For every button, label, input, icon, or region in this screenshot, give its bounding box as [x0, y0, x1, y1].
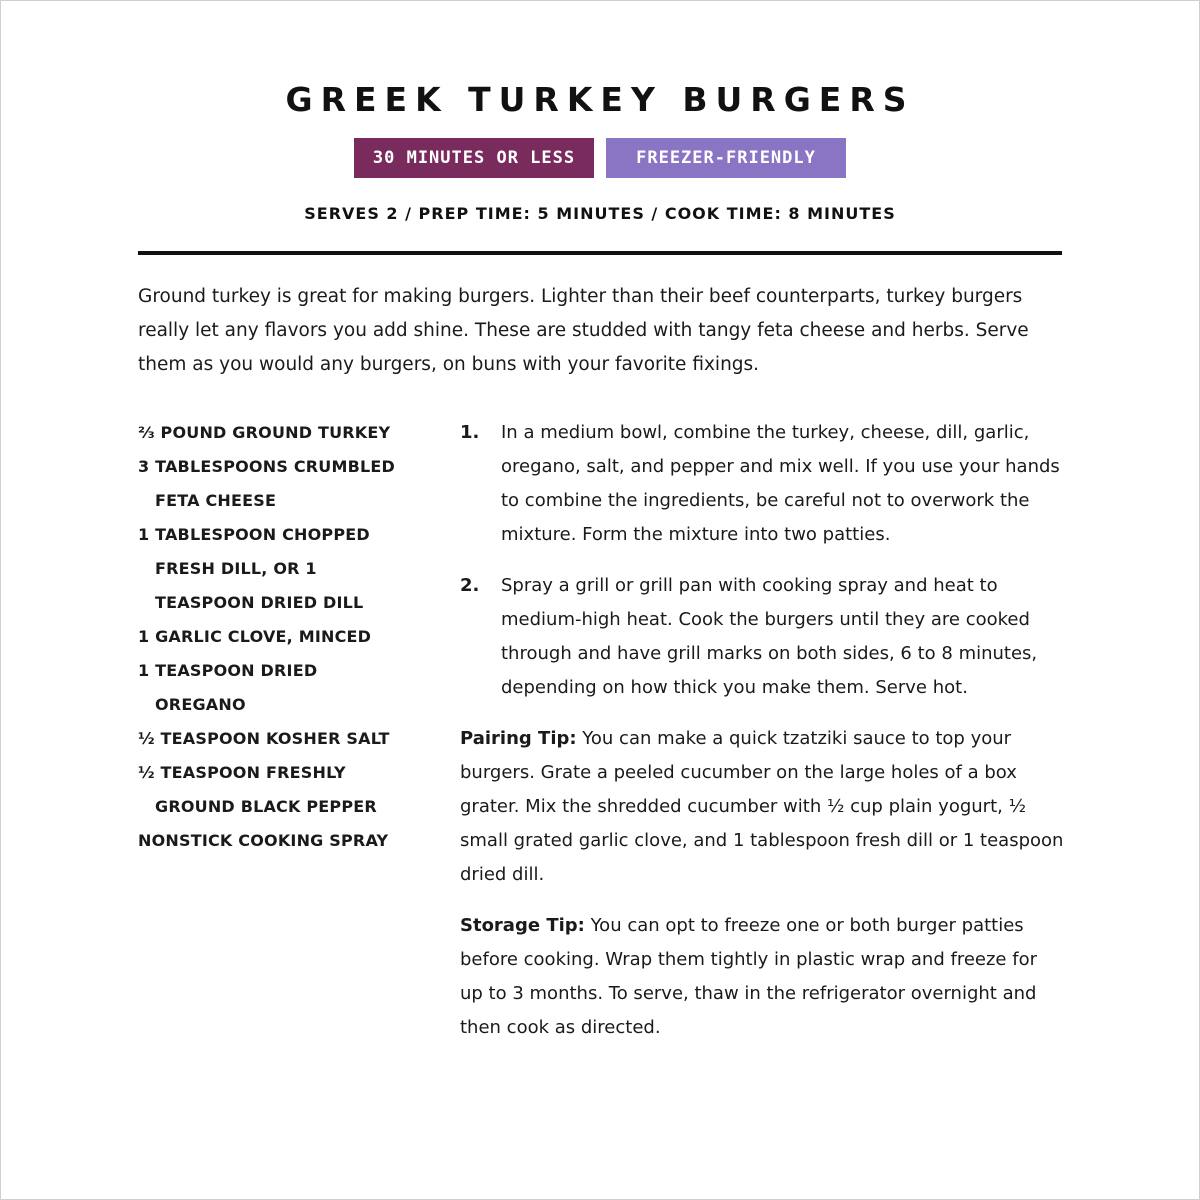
storage-tip-text: You can opt to freeze one or both burger patties before cooking. Wrap them tightly in plastic wrap and freeze for up to 3 months. To serve, thaw in the refrigerator overnight and then cook as directed. — [460, 915, 1037, 1038]
step-text: In a medium bowl, combine the turkey, cheese, dill, garlic, oregano, salt, and pepper and mix well. If you use your hands to combine the ingredients, be careful not to overwork the mixture. Form the mixture into two patties. — [501, 422, 1060, 545]
ingredient-list — [138, 416, 438, 858]
recipe-intro: Ground turkey is great for making burgers. Lighter than their beef counterparts, turkey burgers really let any flavors you add shine. These are studded with tangy feta cheese and herbs. Serve them as you would any burgers, on buns with your favorite fixings. — [138, 286, 1029, 375]
step-2 — [460, 569, 1065, 705]
step-number: 2. — [460, 575, 480, 596]
pairing-tip-label: Pairing Tip: — [460, 728, 577, 749]
ingredient-item: 1 TEASPOON DRIED OREGANO — [138, 661, 318, 714]
ingredient-item: ½ TEASPOON KOSHER SALT — [138, 729, 390, 748]
recipe-meta: SERVES 2 / PREP TIME: 5 MINUTES / COOK TIME: 8 MINUTES — [304, 204, 896, 223]
badge-row — [0, 138, 1200, 178]
badge-30-minutes: 30 MINUTES OR LESS — [354, 138, 594, 178]
ingredient-item: 1 TABLESPOON CHOPPED FRESH DILL, OR 1 TEASPOON DRIED DILL — [138, 525, 370, 612]
step-text: Spray a grill or grill pan with cooking spray and heat to medium-high heat. Cook the burgers until they are cooked through and have grill marks on both sides, 6 to 8 minutes, depending on how thick you make them. Serve hot. — [501, 575, 1038, 698]
step-1 — [460, 416, 1065, 552]
storage-tip-label: Storage Tip: — [460, 915, 585, 936]
ingredient-item: NONSTICK COOKING SPRAY — [138, 831, 389, 850]
storage-tip — [460, 909, 1065, 1045]
ingredient-item: 1 GARLIC CLOVE, MINCED — [138, 627, 372, 646]
pairing-tip-text: You can make a quick tzatziki sauce to top your burgers. Grate a peeled cucumber on the large holes of a box grater. Mix the shredded cucumber with ½ cup plain yogurt, ½ small grated garlic clove, and 1 tablespoon fresh dill or 1 teaspoon dried dill. — [460, 728, 1064, 885]
directions — [460, 416, 1065, 1062]
ingredient-item: ⅔ POUND GROUND TURKEY — [138, 423, 391, 442]
badge-freezer-friendly: FREEZER-FRIENDLY — [606, 138, 846, 178]
ingredient-item: 3 TABLESPOONS CRUMBLED FETA CHEESE — [138, 457, 395, 510]
ingredient-item: ½ TEASPOON FRESHLY GROUND BLACK PEPPER — [138, 763, 377, 816]
recipe-title: GREEK TURKEY BURGERS — [285, 80, 915, 119]
step-number: 1. — [460, 422, 480, 443]
pairing-tip — [460, 722, 1065, 892]
divider-rule — [138, 251, 1062, 255]
